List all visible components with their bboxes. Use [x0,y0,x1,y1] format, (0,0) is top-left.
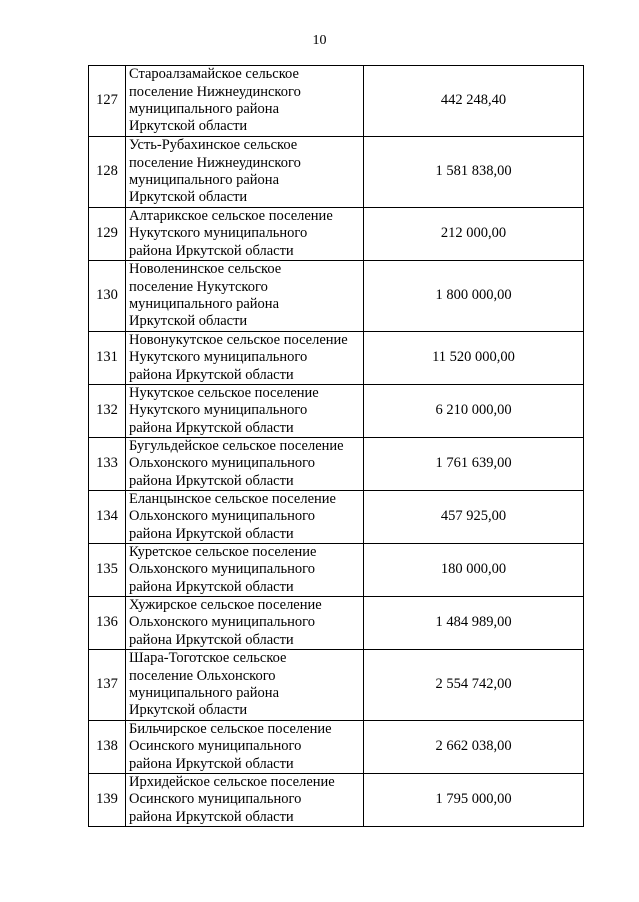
table-row [89,137,584,208]
table-row [89,774,584,827]
row-number: 138 [89,721,126,774]
amount-value: 1 761 639,00 [364,438,584,491]
table-row [89,721,584,774]
amount-value: 6 210 000,00 [364,385,584,438]
row-number: 129 [89,208,126,261]
municipality-name: Новонукутское сельское поселение Нукутского муниципального района Иркутской области [126,332,364,385]
amount-value: 1 581 838,00 [364,137,584,208]
table-row [89,261,584,332]
amount-value: 1 484 989,00 [364,597,584,650]
amount-value: 457 925,00 [364,491,584,544]
amount-value: 11 520 000,00 [364,332,584,385]
amount-value: 180 000,00 [364,544,584,597]
municipality-name: Нукутское сельское поселение Нукутского муниципального района Иркутской области [126,385,364,438]
table-body [89,66,584,827]
municipality-name: Усть-Рубахинское сельское поселение Нижнеудинского муниципального района Иркутской области [126,137,364,208]
municipality-name: Хужирское сельское поселение Ольхонского муниципального района Иркутской области [126,597,364,650]
row-number: 136 [89,597,126,650]
municipality-name: Еланцынское сельское поселение Ольхонского муниципального района Иркутской области [126,491,364,544]
row-number: 131 [89,332,126,385]
table-row [89,597,584,650]
row-number: 132 [89,385,126,438]
table-row [89,544,584,597]
row-number: 133 [89,438,126,491]
municipality-name: Куретское сельское поселение Ольхонского муниципального района Иркутской области [126,544,364,597]
allocation-table-grid [88,65,584,827]
table-row [89,208,584,261]
municipality-name: Новоленинское сельское поселение Нукутского муниципального района Иркутской области [126,261,364,332]
amount-value: 2 554 742,00 [364,650,584,721]
municipality-name: Староалзамайское сельское поселение Нижнеудинского муниципального района Иркутской области [126,66,364,137]
table-row [89,385,584,438]
municipality-name: Бильчирское сельское поселение Осинского муниципального района Иркутской области [126,721,364,774]
table-row [89,438,584,491]
table-row [89,491,584,544]
row-number: 139 [89,774,126,827]
allocation-table [88,65,583,827]
table-row [89,332,584,385]
municipality-name: Алтарикское сельское поселение Нукутского муниципального района Иркутской области [126,208,364,261]
row-number: 137 [89,650,126,721]
amount-value: 1 795 000,00 [364,774,584,827]
amount-value: 212 000,00 [364,208,584,261]
row-number: 128 [89,137,126,208]
amount-value: 1 800 000,00 [364,261,584,332]
amount-value: 442 248,40 [364,66,584,137]
row-number: 134 [89,491,126,544]
municipality-name: Бугульдейское сельское поселение Ольхонского муниципального района Иркутской области [126,438,364,491]
table-row [89,650,584,721]
amount-value: 2 662 038,00 [364,721,584,774]
table-row [89,66,584,137]
row-number: 130 [89,261,126,332]
municipality-name: Шара-Тоготское сельское поселение Ольхонского муниципального района Иркутской области [126,650,364,721]
municipality-name: Ирхидейское сельское поселение Осинского муниципального района Иркутской области [126,774,364,827]
row-number: 127 [89,66,126,137]
page-number: 10 [312,33,327,48]
row-number: 135 [89,544,126,597]
